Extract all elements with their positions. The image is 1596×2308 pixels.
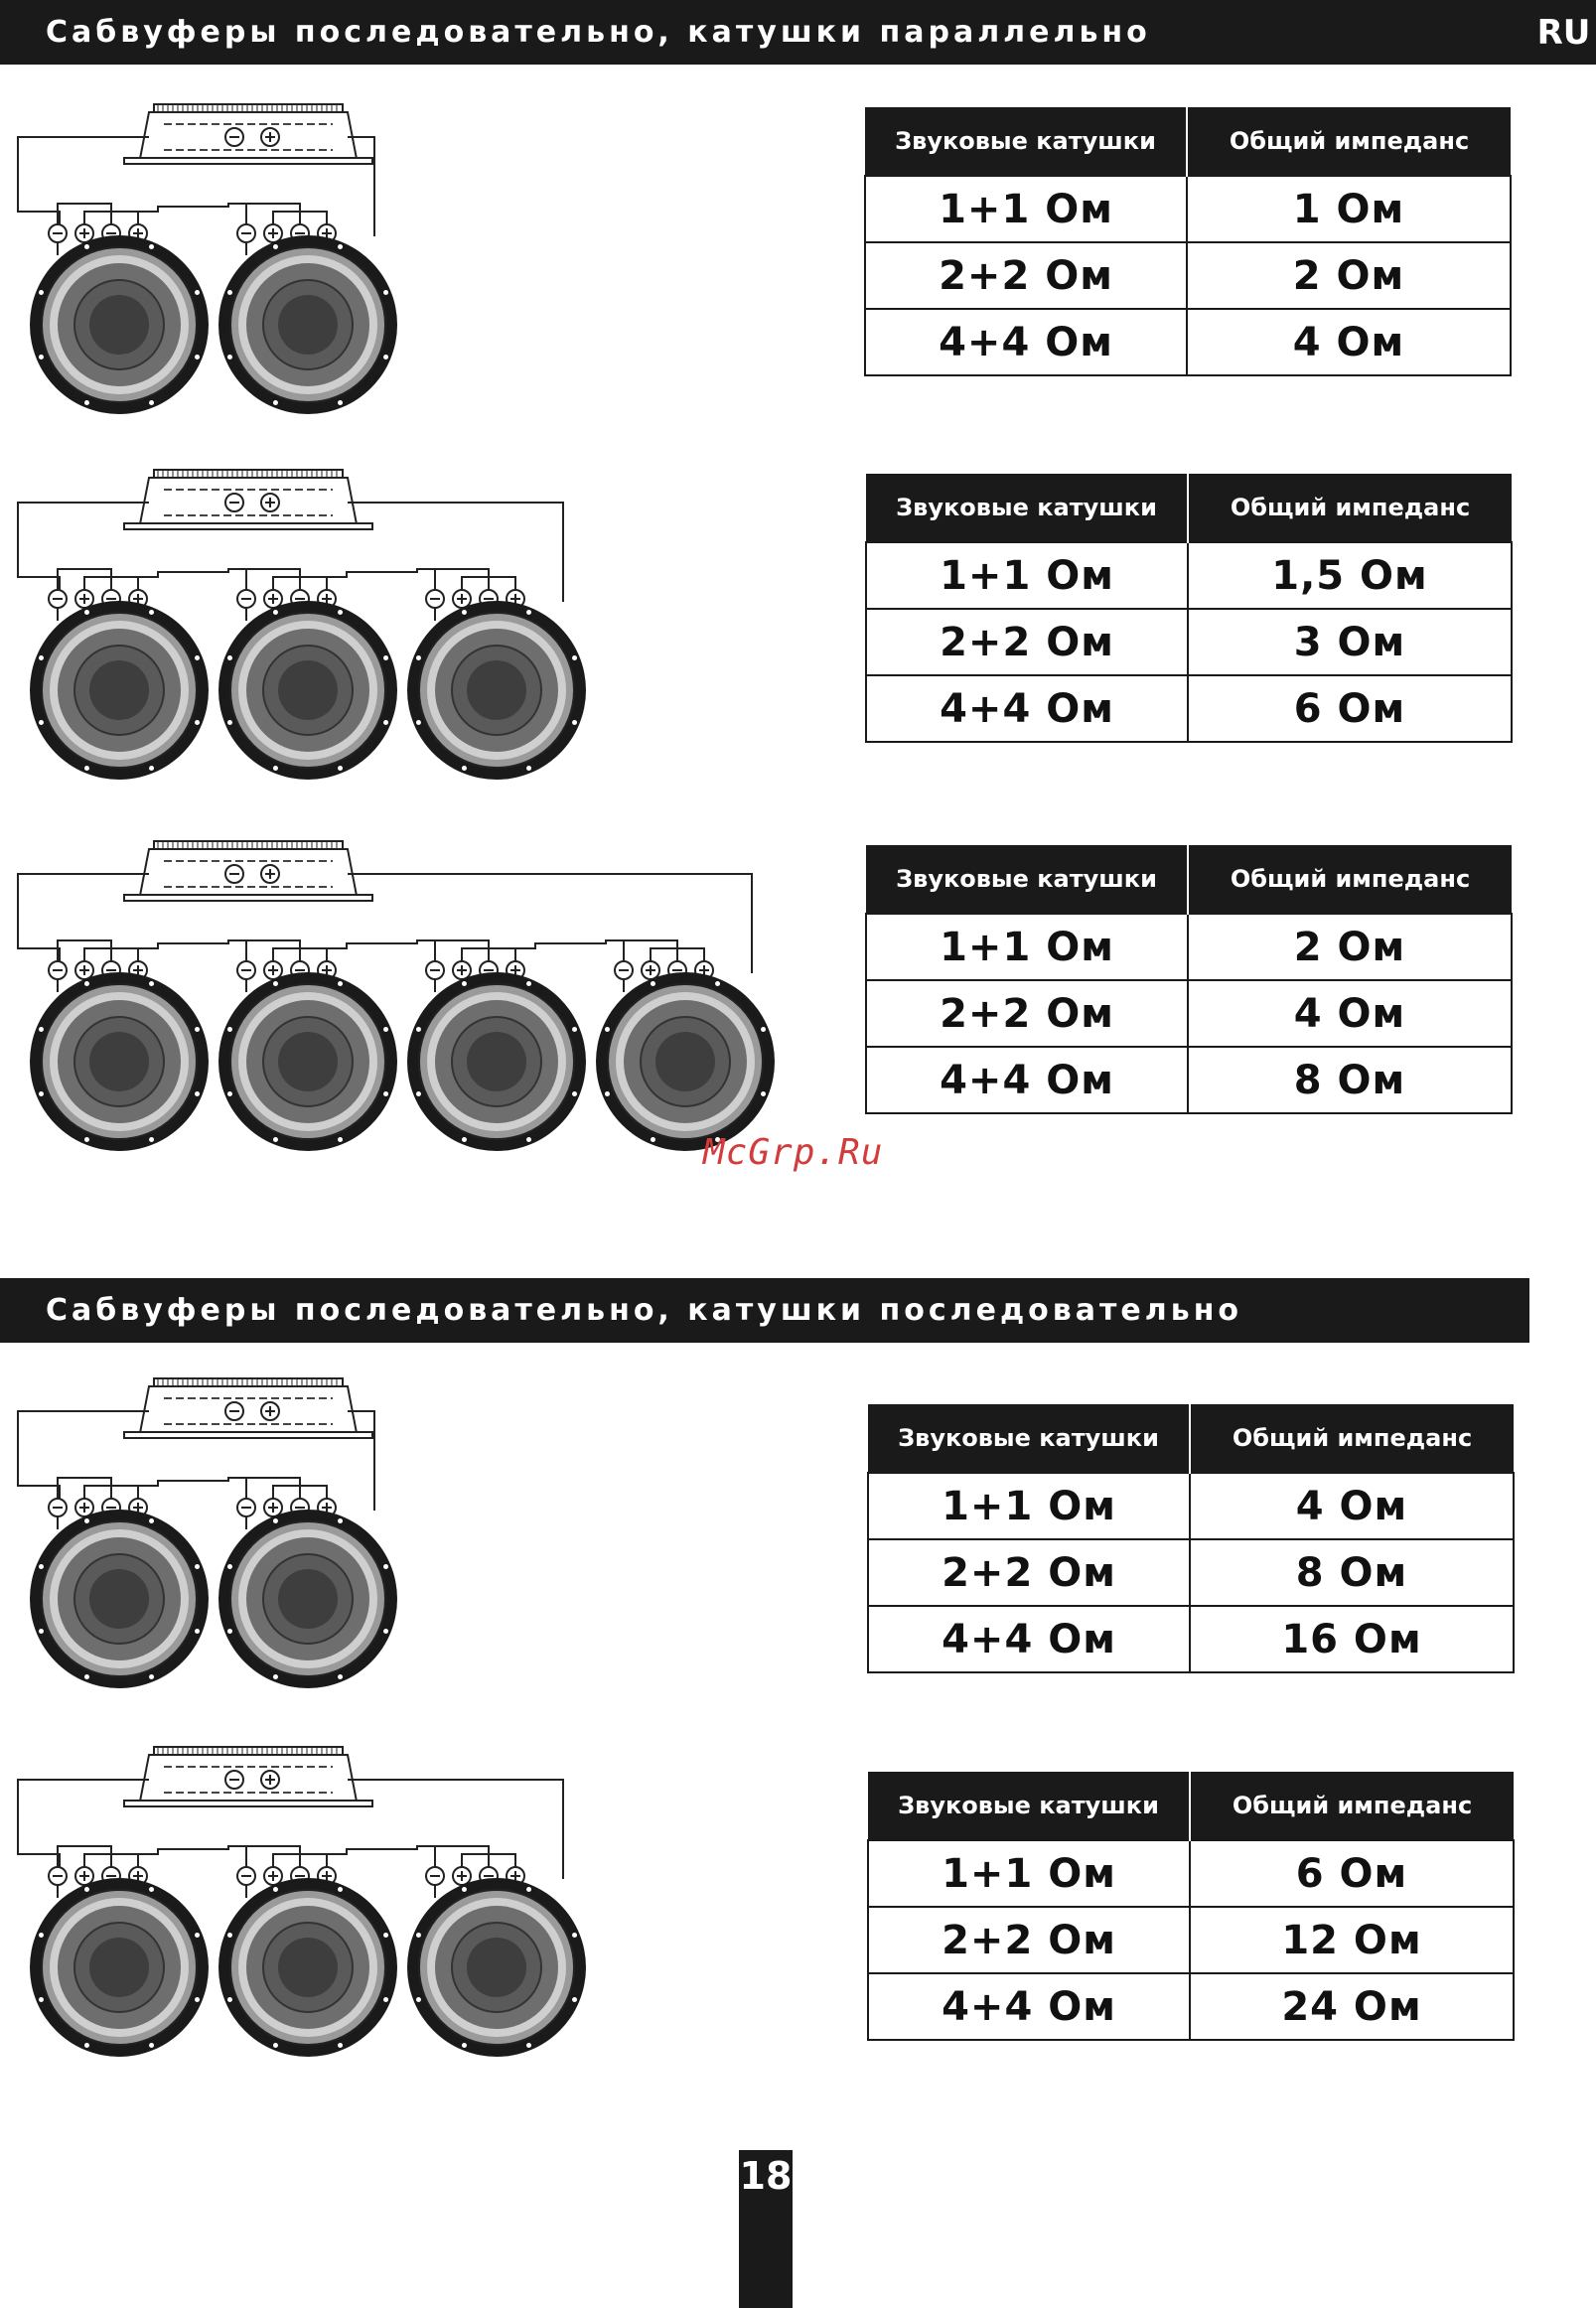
table-row (868, 1973, 1514, 2040)
table-row (865, 176, 1511, 242)
wiring-diagram-5 (0, 1737, 814, 2075)
cell-impedance: 4 Ом (1190, 1473, 1514, 1539)
amp-plus-terminal-icon (261, 1402, 279, 1420)
subwoofer-icon (30, 1878, 209, 2057)
header-total-impedance: Общий импеданс (1190, 1404, 1514, 1473)
subwoofer-icon (30, 972, 209, 1151)
subwoofer-icon (30, 1510, 209, 1688)
minus-terminal-icon (615, 961, 633, 992)
header-total-impedance: Общий импеданс (1188, 474, 1512, 542)
cell-impedance: 4 Ом (1187, 309, 1511, 375)
impedance-table-5 (867, 1772, 1515, 2041)
watermark: McGrp.Ru (703, 1132, 884, 1173)
cell-impedance: 6 Ом (1190, 1840, 1514, 1907)
impedance-table-4 (867, 1404, 1515, 1673)
amp-plus-terminal-icon (261, 494, 279, 511)
minus-terminal-icon (426, 590, 444, 621)
speaker-link-wire (327, 569, 435, 577)
cell-impedance: 4 Ом (1188, 980, 1512, 1047)
cell-coils: 1+1 Ом (868, 1840, 1190, 1907)
table-row (866, 980, 1512, 1047)
table-row (866, 1047, 1512, 1113)
speaker-link-wire (138, 940, 246, 948)
subwoofer-icon (30, 235, 209, 414)
table-row (868, 1907, 1514, 1973)
minus-terminal-icon (49, 590, 67, 621)
cell-impedance: 2 Ом (1188, 914, 1512, 980)
subwoofer-icon (218, 235, 397, 414)
amp-plus-terminal-icon (261, 865, 279, 883)
cell-impedance: 2 Ом (1187, 242, 1511, 309)
minus-terminal-icon (237, 1867, 255, 1898)
table-row (866, 914, 1512, 980)
header-voice-coils: Звуковые катушки (866, 845, 1188, 914)
cell-coils: 1+1 Ом (865, 176, 1187, 242)
cell-coils: 4+4 Ом (865, 309, 1187, 375)
language-tab: RU (1531, 0, 1596, 65)
amp-minus-terminal-icon (225, 128, 243, 146)
minus-terminal-icon (49, 961, 67, 992)
wire (348, 874, 752, 973)
header-voice-coils: Звуковые катушки (865, 107, 1187, 176)
header-total-impedance: Общий импеданс (1187, 107, 1511, 176)
table-row (868, 1473, 1514, 1539)
table-row (865, 242, 1511, 309)
speaker-link-wire (138, 569, 246, 577)
amplifier-icon (124, 841, 372, 901)
header-voice-coils: Звуковые катушки (866, 474, 1188, 542)
subwoofer-icon (218, 1878, 397, 2057)
wiring-diagram-1 (0, 94, 814, 432)
wire (348, 1780, 563, 1879)
subwoofer-icon (407, 1878, 586, 2057)
minus-terminal-icon (237, 224, 255, 255)
minus-terminal-icon (237, 590, 255, 621)
amp-minus-terminal-icon (225, 865, 243, 883)
amp-plus-terminal-icon (261, 128, 279, 146)
subwoofer-icon (218, 1510, 397, 1688)
cell-coils: 2+2 Ом (866, 609, 1188, 675)
subwoofer-icon (407, 601, 586, 780)
cell-coils: 1+1 Ом (868, 1473, 1190, 1539)
speaker-link-wire (327, 1846, 435, 1854)
impedance-table-1 (864, 107, 1512, 376)
subwoofer-icon (218, 601, 397, 780)
amplifier-icon (124, 470, 372, 529)
cell-impedance: 12 Ом (1190, 1907, 1514, 1973)
speaker-link-wire (515, 940, 624, 948)
table-row (865, 309, 1511, 375)
table-row (868, 1539, 1514, 1606)
section-title-2: Сабвуферы последовательно, катушки последовательно (46, 1293, 1243, 1328)
cell-coils: 2+2 Ом (868, 1539, 1190, 1606)
wiring-diagram-4 (0, 1369, 814, 1706)
amp-minus-terminal-icon (225, 1402, 243, 1420)
table-row (868, 1840, 1514, 1907)
wiring-diagram-3 (0, 831, 814, 1169)
cell-impedance: 8 Ом (1190, 1539, 1514, 1606)
impedance-table-3 (865, 845, 1513, 1114)
section-header-1 (0, 0, 1531, 65)
cell-impedance: 6 Ом (1188, 675, 1512, 742)
cell-impedance: 24 Ом (1190, 1973, 1514, 2040)
cell-impedance: 8 Ом (1188, 1047, 1512, 1113)
subwoofer-icon (30, 601, 209, 780)
subwoofer-icon (596, 972, 775, 1151)
section-header-2 (0, 1278, 1529, 1343)
table-row (866, 675, 1512, 742)
minus-terminal-icon (237, 1499, 255, 1529)
cell-coils: 1+1 Ом (866, 542, 1188, 609)
cell-coils: 4+4 Ом (868, 1606, 1190, 1672)
speaker-link-wire (138, 1846, 246, 1854)
amp-plus-terminal-icon (261, 1771, 279, 1789)
cell-coils: 2+2 Ом (866, 980, 1188, 1047)
header-voice-coils: Звуковые катушки (868, 1772, 1190, 1840)
cell-impedance: 1,5 Ом (1188, 542, 1512, 609)
table-row (868, 1606, 1514, 1672)
cell-impedance: 3 Ом (1188, 609, 1512, 675)
wiring-diagram-2 (0, 460, 814, 797)
minus-terminal-icon (49, 1867, 67, 1898)
wire (348, 503, 563, 602)
amplifier-icon (124, 104, 372, 164)
cell-coils: 4+4 Ом (866, 675, 1188, 742)
speaker-link-wire (138, 1478, 246, 1486)
cell-coils: 2+2 Ом (865, 242, 1187, 309)
cell-coils: 4+4 Ом (866, 1047, 1188, 1113)
cell-coils: 4+4 Ом (868, 1973, 1190, 2040)
header-total-impedance: Общий импеданс (1188, 845, 1512, 914)
header-total-impedance: Общий импеданс (1190, 1772, 1514, 1840)
section-title-1: Сабвуферы последовательно, катушки параллельно (46, 15, 1151, 50)
header-voice-coils: Звуковые катушки (868, 1404, 1190, 1473)
minus-terminal-icon (49, 1499, 67, 1529)
subwoofer-icon (218, 972, 397, 1151)
amplifier-icon (124, 1747, 372, 1806)
amp-minus-terminal-icon (225, 1771, 243, 1789)
speaker-link-wire (138, 204, 246, 212)
amplifier-icon (124, 1378, 372, 1438)
minus-terminal-icon (49, 224, 67, 255)
cell-coils: 2+2 Ом (868, 1907, 1190, 1973)
cell-impedance: 16 Ом (1190, 1606, 1514, 1672)
subwoofer-icon (407, 972, 586, 1151)
impedance-table-2 (865, 474, 1513, 743)
table-row (866, 609, 1512, 675)
amp-minus-terminal-icon (225, 494, 243, 511)
page-number: 18 (739, 2150, 793, 2308)
cell-impedance: 1 Ом (1187, 176, 1511, 242)
minus-terminal-icon (237, 961, 255, 992)
cell-coils: 1+1 Ом (866, 914, 1188, 980)
minus-terminal-icon (426, 1867, 444, 1898)
speaker-link-wire (327, 940, 435, 948)
minus-terminal-icon (426, 961, 444, 992)
table-row (866, 542, 1512, 609)
